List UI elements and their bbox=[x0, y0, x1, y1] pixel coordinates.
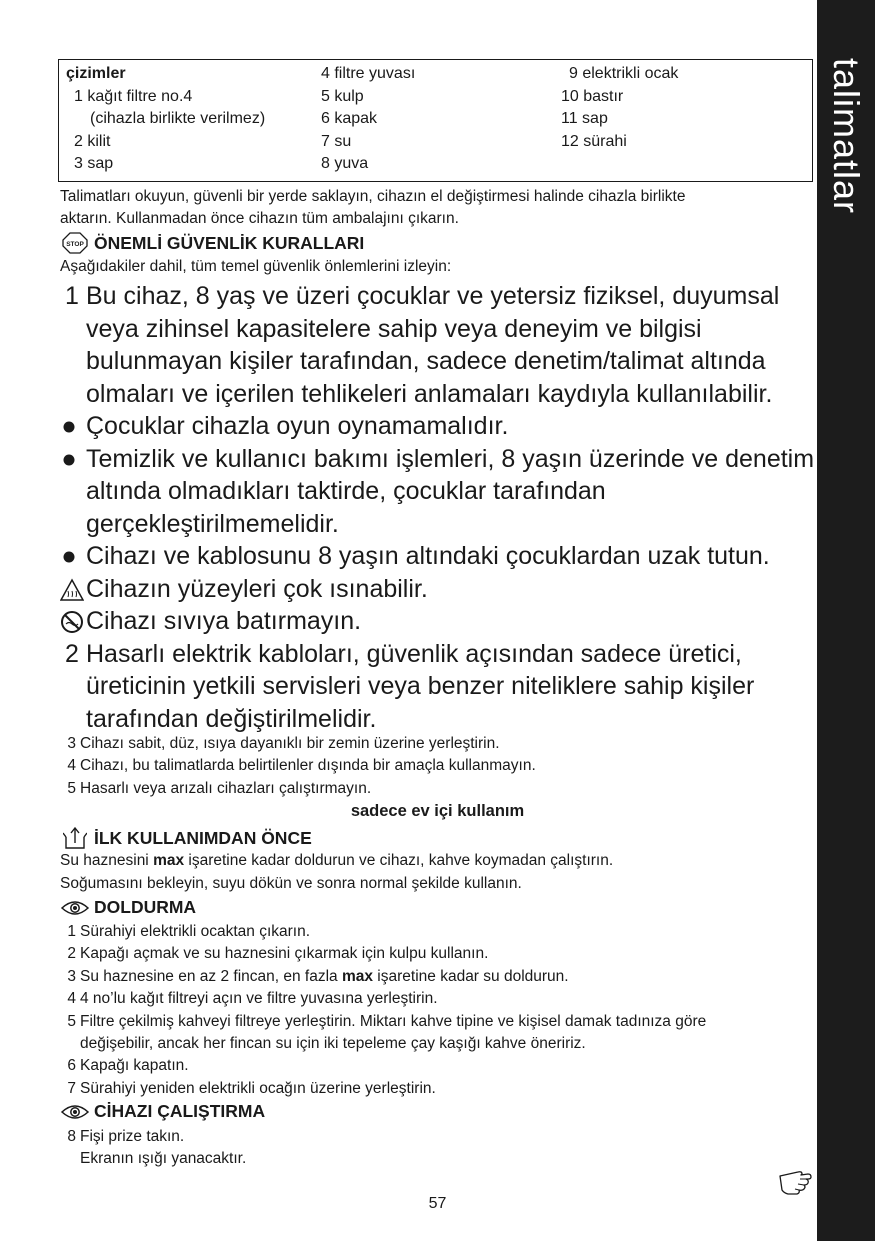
safety-item-1 bbox=[60, 280, 814, 410]
warning-hot-surface-text: Cihazın yüzeyleri çok ısınabilir. bbox=[86, 574, 428, 603]
part-item: 10 bastır bbox=[561, 87, 624, 105]
side-tab-label: talimatlar bbox=[826, 58, 867, 215]
safety-small-list bbox=[60, 733, 536, 800]
list-item-text: Ekranın ışığı yanacaktır. bbox=[80, 1150, 247, 1168]
eye-icon bbox=[60, 900, 90, 916]
list-item bbox=[60, 1126, 246, 1148]
first-use-heading bbox=[60, 826, 312, 850]
first-use-line-2: Soğumasını bekleyin, suyu dökün ve sonra normal şekilde kullanın. bbox=[60, 875, 522, 892]
list-item bbox=[60, 755, 536, 777]
safety-bullet-2-line: Temizlik ve kullanıcı bakımı işlemleri, 8 yaşın üzerinde ve denetim bbox=[86, 444, 815, 473]
part-item: 4 filtre yuvası bbox=[321, 65, 416, 82]
list-item-text: Cihazı sabit, düz, ısıya dayanıklı bir zemin üzerine yerleştirin. bbox=[80, 735, 500, 752]
safety-bullet-2-line: gerçekleştirilmemelidir. bbox=[86, 509, 339, 538]
operate-heading bbox=[60, 1101, 265, 1122]
text-segment: Su haznesini bbox=[60, 852, 154, 869]
parts-legend-box bbox=[58, 59, 813, 182]
item-number: 3 bbox=[67, 967, 76, 985]
intro-line-2: aktarın. Kullanmadan önce cihazın tüm ambalajını çıkarın. bbox=[60, 210, 459, 227]
safety-bullet-2 bbox=[60, 443, 814, 541]
part-item: 3 sap bbox=[74, 155, 114, 172]
part-item: 2 kilit bbox=[74, 132, 111, 150]
svg-text:STOP: STOP bbox=[66, 241, 84, 248]
part-item: 8 yuva bbox=[321, 155, 369, 172]
parts-title: çizimler bbox=[66, 65, 126, 82]
operate-note bbox=[60, 1148, 246, 1170]
bullet-icon bbox=[60, 443, 84, 484]
intro-line-1: Talimatları okuyun, güvenli bir yerde saklayın, cihazın el değiştirmesi halinde cihazla birlikte bbox=[60, 188, 686, 205]
part-item: 9 elektrikli ocak bbox=[569, 65, 679, 82]
list-item bbox=[60, 1078, 706, 1100]
list-item bbox=[60, 921, 706, 943]
item-number: 2 bbox=[67, 945, 76, 963]
safety-item-2-line: Hasarlı elektrik kabloları, güvenlik açısından sadece üretici, bbox=[86, 639, 742, 668]
filling-title: DOLDURMA bbox=[94, 897, 197, 917]
item-number: 4 bbox=[67, 757, 76, 775]
list-item-text: Hasarlı veya arızalı cihazları çalıştırmayın. bbox=[80, 779, 372, 797]
safety-list bbox=[60, 280, 814, 735]
safety-item-1-line: veya zihinsel kapasitelere sahip veya deneyim ve bilgisi bbox=[86, 314, 702, 343]
warning-hot-surface bbox=[60, 573, 814, 606]
part-item: 7 su bbox=[321, 132, 352, 150]
first-use-title: İLK KULLANIMDAN ÖNCE bbox=[94, 827, 312, 848]
part-item: 5 kulp bbox=[321, 87, 364, 105]
item-number: 2 bbox=[65, 639, 79, 668]
safety-bullet-3 bbox=[60, 540, 814, 573]
warning-no-immerse bbox=[60, 605, 814, 638]
item-number: 4 bbox=[67, 990, 76, 1008]
list-item-text: Sürahiyi elektrikli ocaktan çıkarın. bbox=[80, 923, 311, 940]
item-number: 5 bbox=[67, 1012, 76, 1030]
filling-heading bbox=[60, 897, 196, 918]
parts-column-3 bbox=[561, 63, 678, 153]
side-tab bbox=[817, 0, 875, 1241]
safety-heading bbox=[60, 232, 364, 254]
list-item-text: Sürahiyi yeniden elektrikli ocağın üzerine yerleştirin. bbox=[80, 1079, 436, 1097]
parts-column-2 bbox=[321, 63, 415, 176]
item-number: 1 bbox=[65, 282, 79, 310]
safety-item-1-line: Bu cihaz, 8 yaş ve üzeri çocuklar ve yetersiz fiziksel, duyumsal bbox=[86, 282, 780, 310]
safety-bullet-1-text: Çocuklar cihazla oyun oynamamalıdır. bbox=[86, 412, 509, 440]
text-segment: Su haznesine en az 2 fincan, en fazla bbox=[80, 967, 342, 985]
safety-subtitle: Aşağıdakiler dahil, tüm temel güvenlik önlemlerini izleyin: bbox=[60, 258, 452, 275]
list-item bbox=[60, 943, 706, 965]
text-segment: işaretine kadar doldurun ve cihazı, kahve koymadan çalıştırın. bbox=[184, 852, 614, 869]
unpack-icon bbox=[60, 826, 90, 850]
part-item: 12 sürahi bbox=[561, 132, 627, 150]
safety-bullet-3-text: Cihazı ve kablosunu 8 yaşın altındaki çocuklardan uzak tutun. bbox=[86, 542, 770, 570]
safety-item-1-line: bulunmayan kişiler tarafından, sadece denetim/talimat altında bbox=[86, 347, 766, 375]
list-item-text: Kapağı kapatın. bbox=[80, 1057, 189, 1075]
page-number: 57 bbox=[428, 1195, 447, 1212]
list-item-text: Fişi prize takın. bbox=[80, 1128, 185, 1145]
list-item-text: 4 no’lu kağıt filtreyi açın ve filtre yuvasına yerleştirin. bbox=[80, 990, 438, 1008]
part-item: 6 kapak bbox=[321, 110, 378, 127]
max-mark-label: max bbox=[153, 852, 185, 869]
safety-title: ÖNEMLİ GÜVENLİK KURALLARI bbox=[94, 232, 365, 253]
text-segment: işaretine kadar su doldurun. bbox=[373, 967, 569, 985]
stop-icon bbox=[60, 232, 90, 254]
list-item-text: Cihazı, bu talimatlarda belirtilenler dışında bir amaçla kullanmayın. bbox=[80, 757, 536, 775]
safety-item-2 bbox=[60, 638, 814, 736]
parts-column-1 bbox=[66, 63, 265, 176]
item-number: 8 bbox=[67, 1128, 76, 1145]
safety-item-2-line: tarafından değiştirilmelidir. bbox=[86, 704, 377, 733]
household-use-note: sadece ev içi kullanım bbox=[350, 802, 525, 820]
operate-title: CİHAZI ÇALIŞTIRMA bbox=[94, 1101, 266, 1121]
part-item: 11 sap bbox=[561, 110, 608, 127]
safety-bullet-2-line: altında olmadıkları taktirde, çocuklar tarafından bbox=[86, 477, 606, 505]
item-number: 3 bbox=[67, 735, 76, 752]
item-number: 1 bbox=[67, 923, 76, 940]
warning-no-immerse-text: Cihazı sıvıya batırmayın. bbox=[86, 607, 362, 635]
eye-icon bbox=[60, 1104, 90, 1120]
list-item bbox=[60, 988, 706, 1010]
part-item: 1 kağıt filtre no.4 bbox=[74, 87, 193, 105]
list-item-text: Filtre çekilmiş kahveyi filtreye yerleştirin. Miktarı kahve tipine ve kişisel damak tadınıza göre bbox=[80, 1012, 707, 1030]
safety-bullet-1 bbox=[60, 410, 814, 443]
safety-item-2-line: üreticinin yetkili servisleri veya benzer niteliklere sahip kişiler bbox=[86, 672, 755, 700]
list-item-text: değişebilir, ancak her fincan su için iki tepeleme çay kaşığı kahve öneririz. bbox=[80, 1035, 586, 1053]
max-mark-label: max bbox=[341, 967, 373, 985]
item-number: 7 bbox=[67, 1079, 76, 1097]
list-item bbox=[60, 1055, 706, 1077]
list-item bbox=[60, 778, 536, 800]
part-item-note: (cihazla birlikte verilmez) bbox=[90, 110, 266, 127]
first-use-line-1 bbox=[60, 850, 613, 873]
list-item-text: Kapağı açmak ve su haznesini çıkarmak için kulpu kullanın. bbox=[80, 945, 489, 963]
list-item bbox=[60, 966, 706, 988]
operate-steps bbox=[60, 1126, 246, 1171]
item-number: 5 bbox=[67, 779, 76, 797]
list-item-continuation bbox=[60, 1033, 706, 1055]
list-item bbox=[60, 733, 536, 755]
safety-item-1-line: olmaları ve içerilen tehlikeleri anlamaları kaydıyla kullanılabilir. bbox=[86, 379, 773, 408]
item-number: 6 bbox=[67, 1057, 76, 1075]
list-item bbox=[60, 1011, 706, 1033]
filling-steps bbox=[60, 921, 706, 1100]
